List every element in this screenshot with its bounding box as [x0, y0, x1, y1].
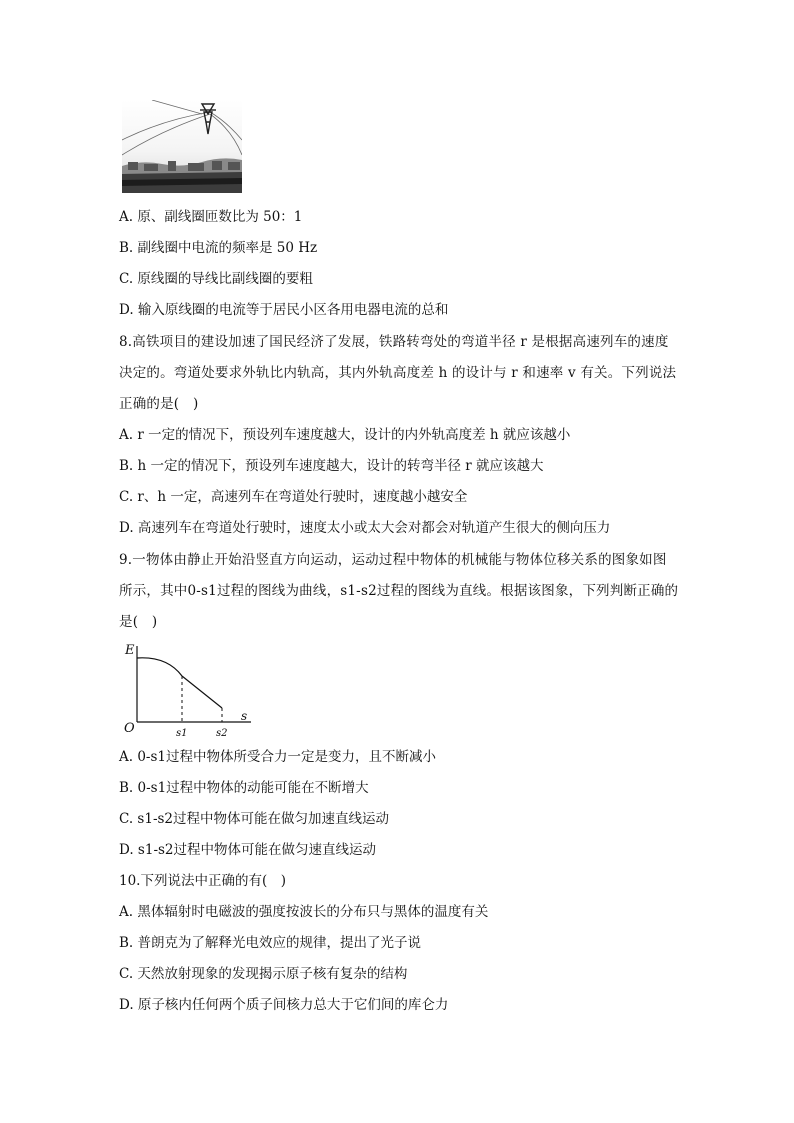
energy-displacement-graph: [119, 640, 259, 740]
q9-option-a: A. 0-s1过程中物体所受合力一定是变力，且不断减小: [119, 749, 436, 765]
q7-option-a: A. 原、副线圈匝数比为 50：1: [119, 209, 303, 225]
q9-option-b: B. 0-s1过程中物体的动能可能在不断增大: [119, 780, 369, 796]
q10-option-a: A. 黑体辐射时电磁波的强度按波长的分布只与黑体的温度有关: [119, 904, 489, 920]
transmission-tower-photo: [122, 100, 242, 193]
q10-option-b: B. 普朗克为了解释光电效应的规律，提出了光子说: [119, 935, 422, 951]
q7-option-b: B. 副线圈中电流的频率是 50 Hz: [119, 240, 318, 256]
curve-0-s1: [137, 658, 182, 676]
q8-stem: 8.高铁项目的建设加速了国民经济了发展，铁路转弯处的弯道半径 r 是根据高速列车的速度决定的。弯道处要求外轨比内轨高，其内外轨高度差 h 的设计与 r 和速率 v 有关。下列说法正确的是( ): [119, 334, 677, 412]
q8-option-a: A. r 一定的情况下，预设列车速度越大，设计的内外轨高度差 h 就应该越小: [119, 427, 571, 443]
y-axis-label: E: [125, 643, 135, 658]
q9-stem: 9.一物体由静止开始沿竖直方向运动，运动过程中物体的机械能与物体位移关系的图象如图所示，其中0-s1过程的图线为曲线，s1-s2过程的图线为直线。根据该图象，下列判断正确的是( ): [119, 552, 679, 630]
line-s1-s2: [182, 676, 222, 708]
q8-option-c: C. r、h 一定，高速列车在弯道处行驶时，速度越小越安全: [119, 489, 468, 505]
s2-tick-label: s2: [216, 728, 228, 739]
q8-option-d: D. 高速列车在弯道处行驶时，速度太小或太大会对都会对轨道产生很大的侧向压力: [119, 520, 611, 536]
q7-option-d: D. 输入原线圈的电流等于居民小区各用电器电流的总和: [119, 302, 449, 318]
s1-tick-label: s1: [176, 728, 188, 739]
q9-option-d: D. s1-s2过程中物体可能在做匀速直线运动: [119, 842, 377, 858]
q8-option-b: B. h 一定的情况下，预设列车速度越大，设计的转弯半径 r 就应该越大: [119, 458, 544, 474]
q10-option-d: D. 原子核内任何两个质子间核力总大于它们间的库仑力: [119, 997, 449, 1013]
q10-option-c: C. 天然放射现象的发现揭示原子核有复杂的结构: [119, 966, 408, 982]
q10-stem: 10.下列说法中正确的有( ): [119, 873, 287, 889]
q7-option-c: C. 原线圈的导线比副线圈的要粗: [119, 271, 313, 287]
q9-option-c: C. s1-s2过程中物体可能在做匀加速直线运动: [119, 811, 390, 827]
x-axis-label: s: [241, 709, 248, 723]
origin-label: O: [124, 721, 135, 736]
